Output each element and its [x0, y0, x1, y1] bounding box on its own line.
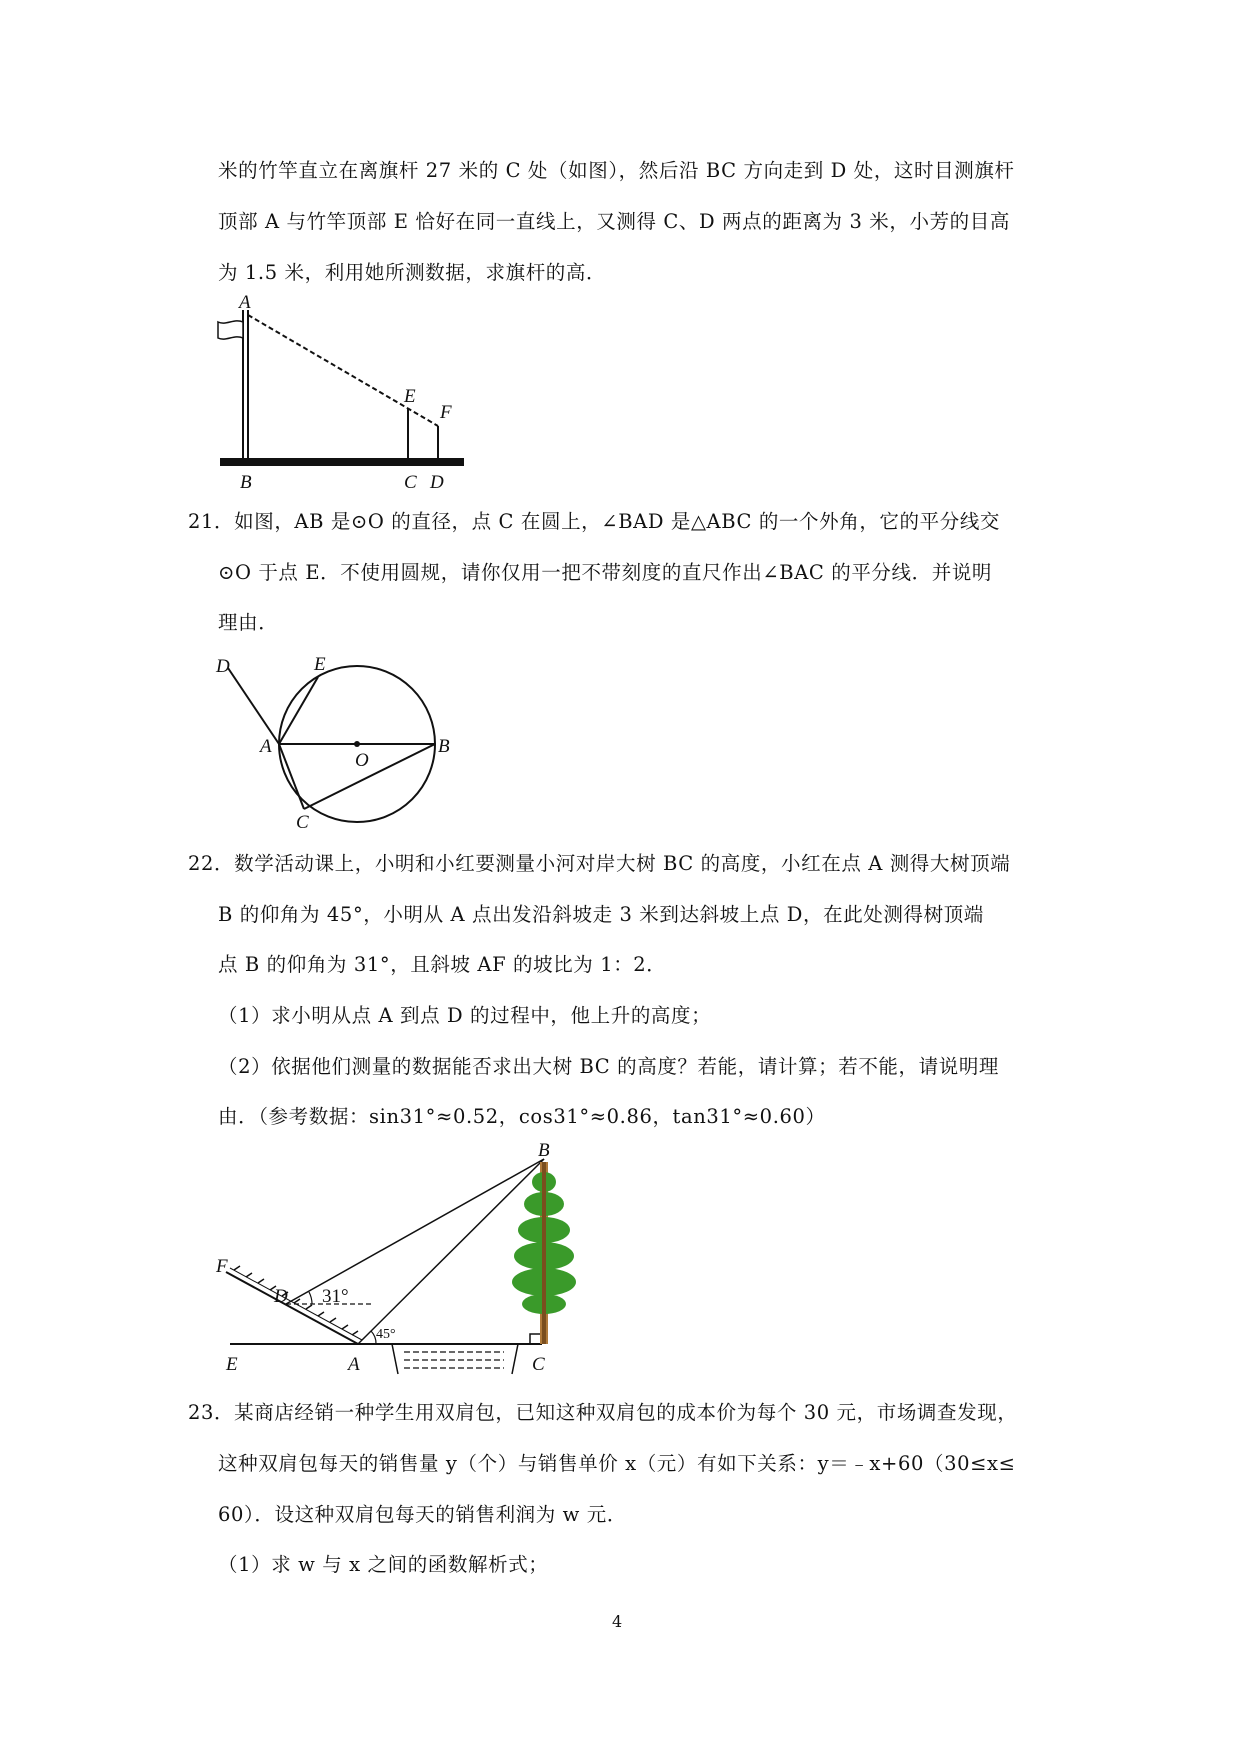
label-b: B: [538, 1142, 550, 1161]
label-b: B: [240, 472, 252, 493]
q20-line-2: 顶部 A 与竹竿顶部 E 恰好在同一直线上，又测得 C、D 两点的距离为 3 米，小芳的目高: [218, 210, 1010, 233]
q20-line-1: 米的竹竿直立在离旗杆 27 米的 C 处（如图），然后沿 BC 方向走到 D 处，这时目测旗杆: [218, 159, 1015, 182]
q22-line-1: 22．数学活动课上，小明和小红要测量小河对岸大树 BC 的高度，小红在点 A 测得大树顶端: [188, 852, 1011, 875]
label-d: D: [274, 1286, 288, 1307]
q20-line-3: 为 1.5 米，利用她所测数据，求旗杆的高．: [218, 261, 607, 284]
q22-line-3: 点 B 的仰角为 31°，且斜坡 AF 的坡比为 1：2．: [218, 953, 667, 976]
q23-line-1: 23．某商店经销一种学生用双肩包，已知这种双肩包的成本价为每个 30 元，市场调查发现，: [188, 1401, 1018, 1424]
page-number: 4: [612, 1612, 623, 1631]
q23-line-3: 60）．设这种双肩包每天的销售利润为 w 元．: [218, 1503, 627, 1526]
label-d: D: [216, 656, 230, 677]
label-a: A: [348, 1354, 360, 1375]
label-b: B: [438, 736, 450, 757]
sight-d-b: [286, 1159, 544, 1304]
q23-line-2: 这种双肩包每天的销售量 y（个）与销售单价 x（元）有如下关系：y＝﹣x+60（30≤x≤: [218, 1452, 1016, 1475]
label-f: F: [216, 1256, 228, 1277]
label-a: A: [239, 292, 251, 313]
label-e: E: [404, 386, 416, 407]
angle-arc-31: [309, 1292, 312, 1304]
label-a: A: [260, 736, 272, 757]
label-o: O: [355, 750, 369, 771]
q22-line-4: （1）求小明从点 A 到点 D 的过程中，他上升的高度；: [218, 1004, 712, 1027]
label-e: E: [314, 654, 326, 675]
flagpole-figure: [212, 290, 472, 500]
ground-line: [220, 458, 464, 466]
q21-line-1: 21．如图，AB 是⊙O 的直径，点 C 在圆上，∠BAD 是△ABC 的一个外角，它的平分线交: [188, 510, 1001, 533]
angle-45-label: 45°: [376, 1327, 396, 1342]
label-c: C: [404, 472, 417, 493]
q21-line-2: ⊙O 于点 E．不使用圆规，请你仅用一把不带刻度的直尺作出∠BAC 的平分线．并说明: [218, 561, 993, 584]
label-d: D: [430, 472, 444, 493]
q21-line-3: 理由．: [218, 611, 279, 634]
angle-31-label: 31°: [322, 1286, 349, 1307]
center-dot: [354, 741, 360, 747]
q22-line-6: 由．（参考数据：sin31°≈0.52，cos31°≈0.86，tan31°≈0.60）: [218, 1105, 826, 1128]
label-c: C: [532, 1354, 545, 1375]
segment-ae: [279, 677, 318, 744]
sight-line: [248, 315, 438, 426]
tree: [512, 1162, 576, 1344]
segment-cb: [304, 744, 435, 809]
q22-line-5: （2）依据他们测量的数据能否求出大树 BC 的高度？若能，请计算；若不能，请说明理: [218, 1055, 1000, 1078]
q22-line-2: B 的仰角为 45°，小明从 A 点出发沿斜坡走 3 米到达斜坡上点 D，在此处测得树顶端: [218, 903, 984, 926]
flag: [218, 321, 243, 339]
tree-slope-figure: [212, 1142, 592, 1382]
label-c: C: [296, 812, 309, 828]
q23-line-4: （1）求 w 与 x 之间的函数解析式；: [218, 1553, 549, 1576]
segment-ac: [279, 744, 304, 809]
label-e: E: [226, 1354, 238, 1375]
river: [392, 1344, 518, 1374]
segment-da: [228, 668, 279, 744]
circle-figure: [212, 648, 462, 828]
right-angle-mark: [530, 1334, 540, 1344]
label-f: F: [440, 402, 452, 423]
